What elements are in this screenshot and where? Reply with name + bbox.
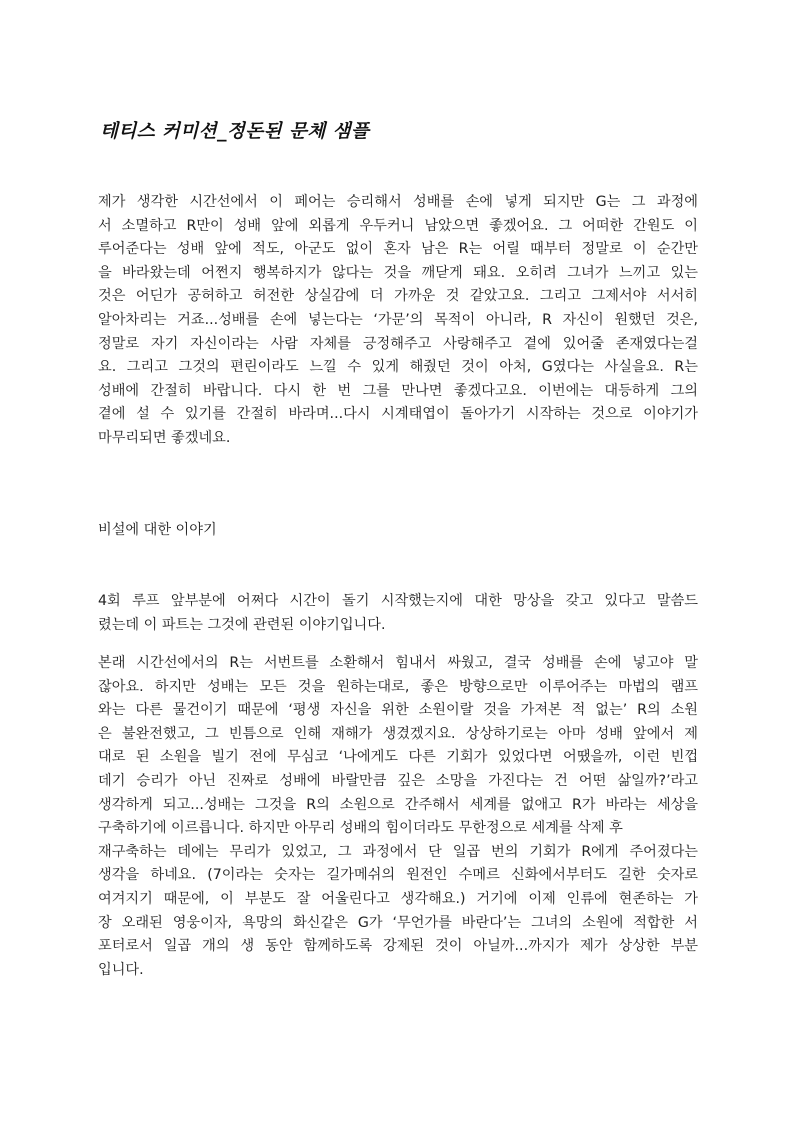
text-line: 4회 루프 앞부분에 어쩌다 시간이 돌기 시작했는지에 대한 망상을 갖고 있다고 말씀드 [98,593,698,609]
text-line: 잖아요. 하지만 성배는 모든 것을 원하는대로, 좋은 방향으로만 이루어주는 마법의 램프 [98,678,698,695]
text-line: 포터로서 일곱 개의 생 동안 함께하도록 강제된 것이 아닐까...까지가 제가 상상한 부분 [98,938,698,955]
text-line: 입니다. [98,961,144,978]
text-line: 루어준다는 성배 앞에 적도, 아군도 없이 혼자 남은 R는 어릴 때부터 정말로 이 순간만 [98,241,698,258]
text-line: 것은 어딘가 공허하고 허전한 상실감에 더 가까운 것 같았고요. 그리고 그제서야 서서히 [98,288,698,305]
section-heading: 비설에 대한 이야기 [98,522,217,538]
document-title: 테티스 커미션_정돈된 문체 샘플 [100,121,370,142]
text-line: 생각하게 되고...성배는 그것을 R의 소원으로 간주해서 세계를 없애고 R가 바라는 세상을 [98,796,698,813]
paragraph-loop-intro [98,590,698,637]
text-line: 을 바라왔는데 어쩐지 행복하지가 않다는 것을 깨닫게 돼요. 오히려 그녀가 느끼고 있는 [98,264,698,281]
text-line: 데기 승리가 아닌 진짜로 성배에 바랄만큼 깊은 소망을 가진다는 건 어떤 삶일까?’라고 [98,772,698,789]
text-line: 요. 그리고 그것의 편린이라도 느낄 수 있게 해줬던 것이 아처, G였다는 사실을요. R는 [98,359,698,376]
paragraph-original-timeline [98,652,698,982]
text-line: 마무리되면 좋겠네요. [98,429,231,446]
text-line: 구축하기에 이르릅니다. 하지만 아무리 성배의 힘이더라도 무한정으로 세계를 삭제 후 [98,820,623,837]
text-line: 와는 다른 물건이기 때문에 ‘평생 자신을 위한 소원이랄 것을 가져본 적 없는’ R의 소원 [98,702,698,719]
paragraph-timeline-ending [98,191,698,451]
text-line: 생각을 하네요. (7이라는 숫자는 길가메쉬의 원전인 수메르 신화에서부터도 길한 숫자로 [98,867,698,884]
text-line: 대로 된 소원을 빌기 전에 무심코 ‘나에게도 다른 기회가 있었다면 어땠을까, 이런 빈껍 [98,749,698,766]
text-line: 정말로 자기 자신이라는 사람 자체를 긍정해주고 사랑해주고 곁에 있어줄 존재였다는걸 [98,335,698,352]
text-line: 서 소멸하고 R만이 성배 앞에 외롭게 우두커니 남았으면 좋겠어요. 그 어떠한 간원도 이 [98,217,698,234]
text-line: 곁에 설 수 있기를 간절히 바라며...다시 시계태엽이 돌아가기 시작하는 것으로 이야기가 [98,406,698,423]
text-line: 본래 시간선에서의 R는 서번트를 소환해서 힘내서 싸웠고, 결국 성배를 손에 넣고야 말 [98,655,698,671]
text-line: 성배에 간절히 바랍니다. 다시 한 번 그를 만나면 좋겠다고요. 이번에는 대등하게 그의 [98,382,698,399]
text-line: 렸는데 이 파트는 그것에 관련된 이야기입니다. [98,616,386,633]
text-line: 여겨지기 때문에, 이 부분도 잘 어울린다고 생각해요.) 거기에 이제 인류에 현존하는 가 [98,890,698,907]
text-line: 장 오래된 영웅이자, 욕망의 화신같은 G가 ‘무언가를 바란다’는 그녀의 소원에 적합한 서 [98,914,698,931]
text-line: 제가 생각한 시간선에서 이 페어는 승리해서 성배를 손에 넣게 되지만 G는 그 과정에 [98,194,698,210]
text-line: 알아차리는 거죠...성배를 손에 넣는다는 ‘가문’의 목적이 아니라, R 자신이 원했던 것은, [98,311,698,328]
text-line: 재구축하는 데에는 무리가 있었고, 그 과정에서 단 일곱 번의 기회가 R에게 주어졌다는 [98,843,698,860]
text-line: 은 불완전했고, 그 빈틈으로 인해 재해가 생겼겠지요. 상상하기로는 아마 성배 앞에서 제 [98,725,698,742]
